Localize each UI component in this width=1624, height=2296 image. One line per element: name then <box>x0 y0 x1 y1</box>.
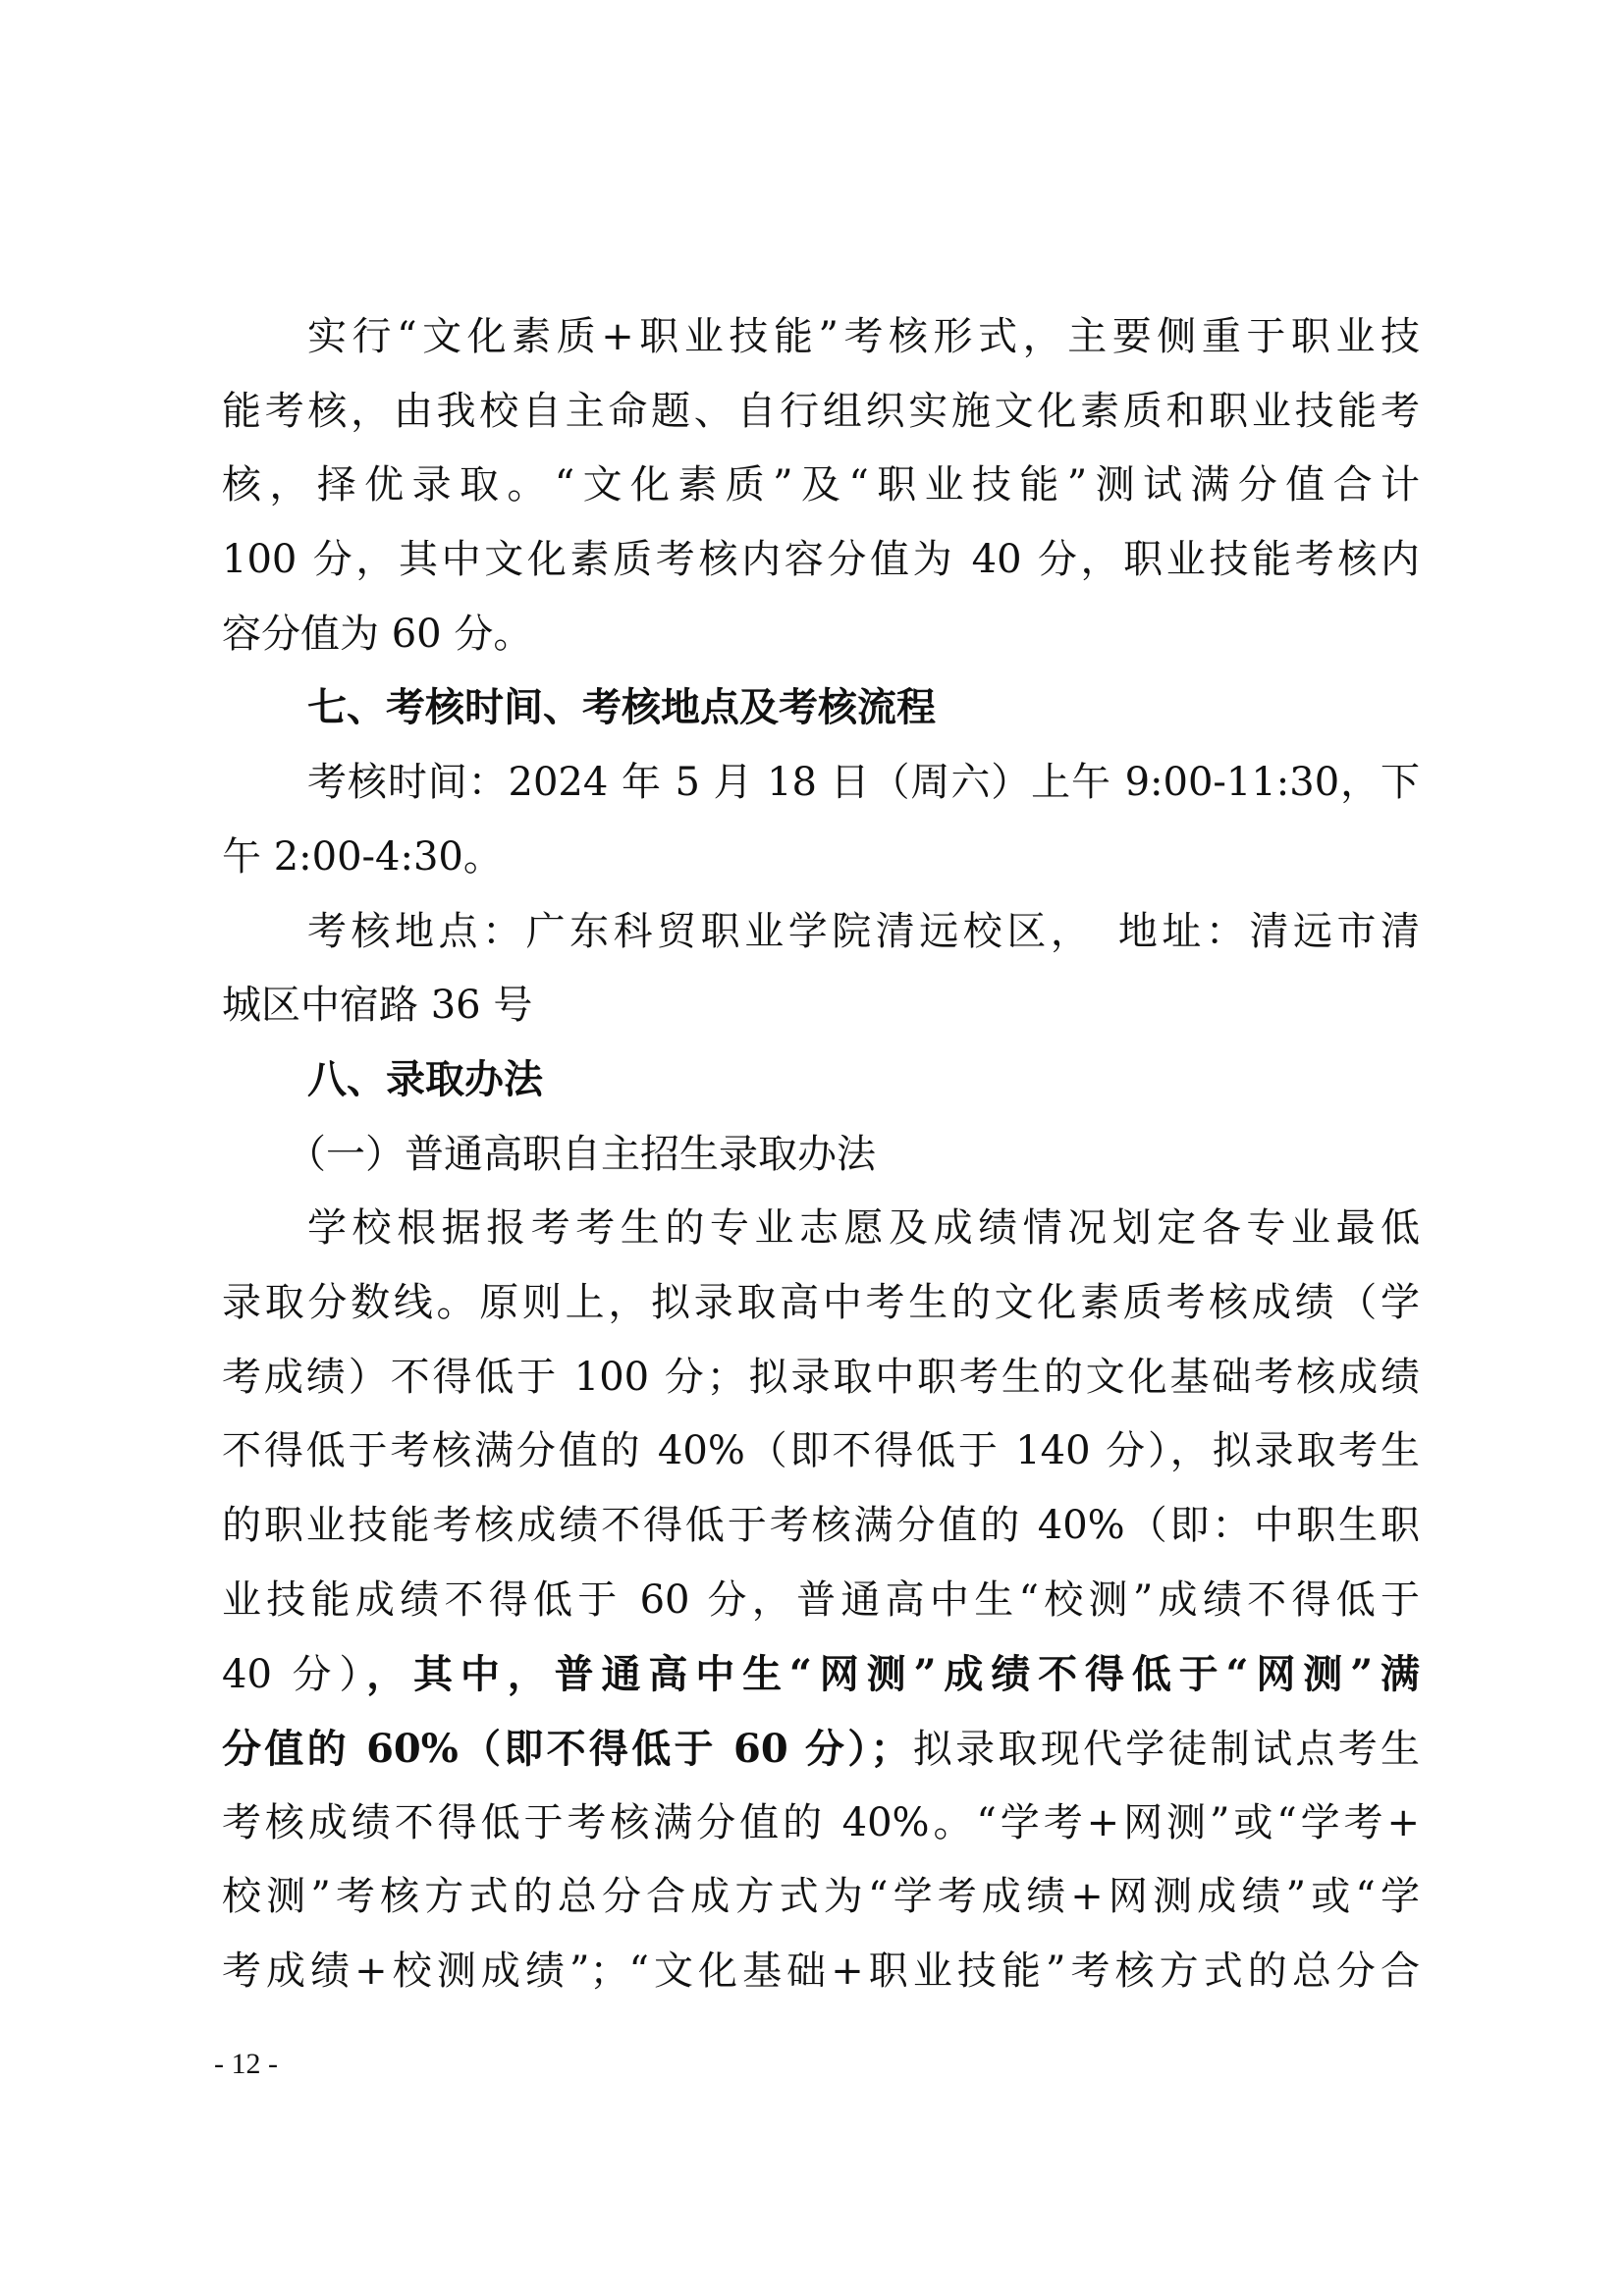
paragraph-line: 校测”考核方式的总分合成方式为“学考成绩+网测成绩”或“学 <box>222 1874 1420 1920</box>
paragraph-line: 100 分，其中文化素质考核内容分值为 40 分，职业技能考核内 <box>222 537 1420 583</box>
paragraph-line: 考成绩+校测成绩”；“文化基础+职业技能”考核方式的总分合 <box>222 1949 1420 1995</box>
page-number: - 12 - <box>214 2048 278 2080</box>
paragraph-line: 能考核，由我校自主命题、自行组织实施文化素质和职业技能考 <box>222 388 1420 434</box>
normal-text: 40 分） <box>222 1652 367 1698</box>
bold-emphasis-text: 分值的 60%（即不得低于 60 分）； <box>222 1726 910 1773</box>
exam-place-line: 城区中宿路 36 号 <box>222 983 533 1029</box>
section-heading-8: 八、录取办法 <box>307 1056 543 1102</box>
paragraph-line <box>222 1712 1420 1787</box>
paragraph-line: 学校根据报考考生的专业志愿及成绩情况划定各专业最低 <box>307 1205 1420 1252</box>
paragraph-line: 考成绩）不得低于 100 分；拟录取中职考生的文化基础考核成绩 <box>222 1354 1420 1400</box>
section-heading-7: 七、考核时间、考核地点及考核流程 <box>307 685 936 731</box>
document-body <box>222 300 1420 2009</box>
paragraph-line <box>222 1637 1420 1712</box>
exam-time-line: 考核时间：2024 年 5 月 18 日（周六）上午 9:00-11:30，下 <box>307 760 1420 806</box>
paragraph-line: 不得低于考核满分值的 40%（即不得低于 140 分），拟录取考生 <box>222 1428 1420 1474</box>
paragraph-line: 核，择优录取。“文化素质”及“职业技能”测试满分值合计 <box>222 462 1420 508</box>
exam-place-line: 考核地点：广东科贸职业学院清远校区， 地址：清远市清 <box>307 908 1420 954</box>
subsection-heading: （一）普通高职自主招生录取办法 <box>287 1131 876 1177</box>
normal-text: 拟录取现代学徒制试点考生 <box>909 1727 1420 1773</box>
paragraph-line: 业技能成绩不得低于 60 分，普通高中生“校测”成绩不得低于 <box>222 1576 1420 1623</box>
paragraph-line: 录取分数线。原则上，拟录取高中考生的文化素质考核成绩（学 <box>222 1279 1420 1325</box>
bold-emphasis-text: ，其中，普通高中生“网测”成绩不得低于“网测”满 <box>366 1651 1420 1698</box>
paragraph-line: 容分值为 60 分。 <box>222 611 533 657</box>
paragraph-line: 的职业技能考核成绩不得低于考核满分值的 40%（即：中职生职 <box>222 1503 1420 1548</box>
exam-time-line: 午 2:00-4:30。 <box>222 833 503 880</box>
paragraph-line: 实行“文化素质+职业技能”考核形式，主要侧重于职业技 <box>307 314 1420 359</box>
paragraph-line: 考核成绩不得低于考核满分值的 40%。“学考+网测”或“学考+ <box>222 1799 1420 1845</box>
